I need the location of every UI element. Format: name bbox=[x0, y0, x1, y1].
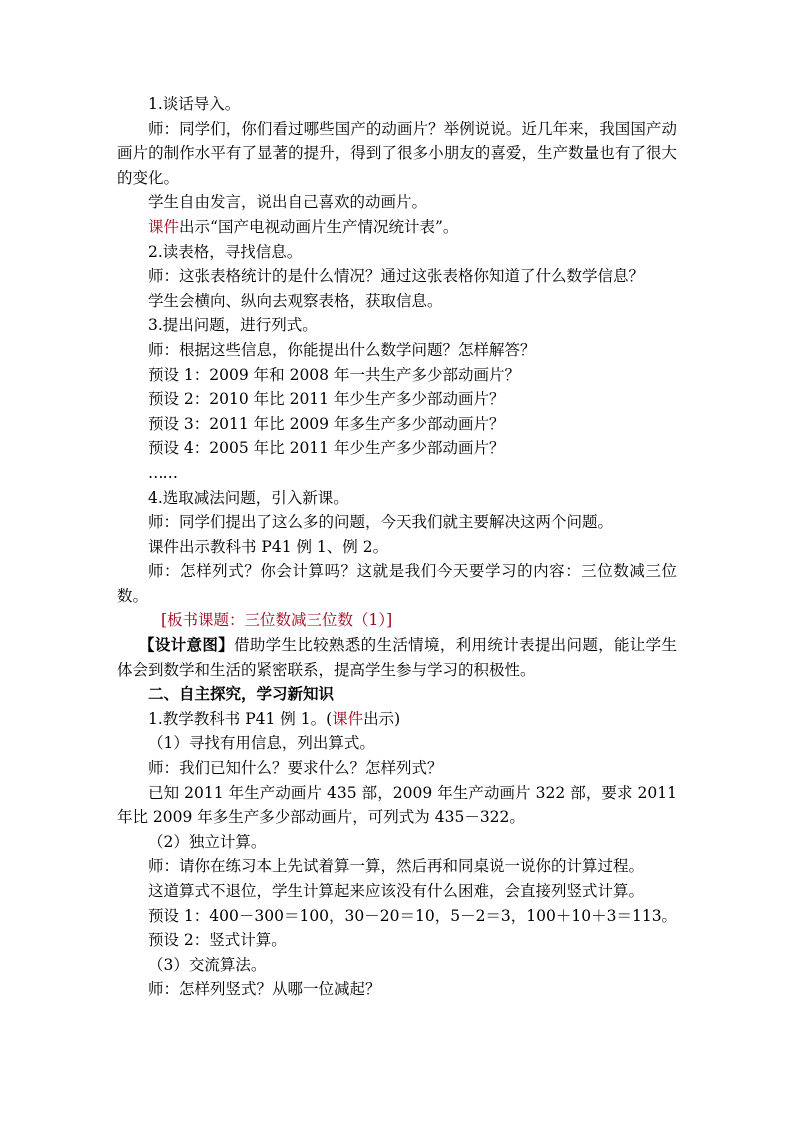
no-borrow-note: 这道算式不退位，学生计算起来应该没有什么困难，会直接列竖式计算。 bbox=[148, 882, 645, 900]
preset-2: 预设 2：2010 年比 2011 年少生产多少部动画片？ bbox=[148, 390, 505, 409]
teacher-vertical: 师：怎样列竖式？从哪一位减起？ bbox=[148, 980, 381, 999]
preset-3: 预设 3：2011 年比 2009 年多生产多少部动画片？ bbox=[148, 414, 505, 433]
step-1-heading: 1.谈话导入。 bbox=[148, 95, 241, 113]
design-intent-paragraph bbox=[117, 633, 677, 682]
preset-1: 预设 1：2009 年和 2008 年一共生产多少部动画片？ bbox=[148, 365, 520, 384]
step-2-heading: 2.读表格，寻找信息。 bbox=[148, 242, 303, 261]
teacher-question-table: 师：这张表格统计的是什么情况？通过这张表格你知道了什么数学信息？ bbox=[148, 267, 645, 286]
design-intent-text: 借助学生比较熟悉的生活情境，利用统计表提出问题，能让学生体会到数学和生活的紧密联系，提高学生参与学习的积极性。 bbox=[117, 636, 677, 679]
preset-4: 预设 4：2005 年比 2011 年少生产多少部动画片？ bbox=[148, 439, 505, 458]
teacher-solve-two: 师：同学们提出了这么多的问题，今天我们就主要解决这两个问题。 bbox=[148, 513, 614, 532]
courseware-line bbox=[117, 215, 677, 240]
teacher-question-problems: 师：根据这些信息，你能提出什么数学问题？怎样解答？ bbox=[148, 340, 536, 359]
example-1-courseware: 课件 bbox=[332, 709, 364, 728]
courseware-examples: 课件出示教科书 P41 例 1、例 2。 bbox=[148, 537, 389, 556]
student-observe: 学生会横向、纵向去观察表格，获取信息。 bbox=[148, 291, 443, 310]
step-4-heading: 4.选取减法问题，引入新课。 bbox=[148, 488, 349, 507]
design-intent-label: 【设计意图】 bbox=[139, 635, 234, 655]
section-2-heading: 二、自主探究，学习新知识 bbox=[148, 684, 335, 704]
preset-calc-1: 预设 1：400－300＝100，30－20＝10，5－2＝3，100＋10＋3＝113。 bbox=[148, 906, 678, 925]
document-page bbox=[117, 92, 677, 1002]
known-info-paragraph: 已知 2011 年生产动画片 435 部，2009 年生产动画片 322 部，要求 2011 年比 2009 年多生产多少部动画片，可列式为 435－322。 bbox=[117, 783, 677, 827]
courseware-text: 出示“国产电视动画片生产情况统计表”。 bbox=[179, 217, 459, 236]
substep-3: （3）交流算法。 bbox=[148, 955, 267, 974]
example-1-end: 出示) bbox=[363, 709, 401, 728]
ellipsis: …… bbox=[148, 463, 177, 482]
student-response: 学生自由发言，说出自己喜欢的动画片。 bbox=[148, 193, 428, 212]
example-1-text: 1.教学教科书 P41 例 1。( bbox=[148, 709, 333, 728]
board-title: [板书课题：三位数减三位数（1）] bbox=[161, 611, 393, 630]
preset-calc-2: 预设 2：竖式计算。 bbox=[148, 931, 287, 950]
teacher-intro-paragraph: 师：同学们，你们看过哪些国产的动画片？举例说说。近几年来，我国国产动画片的制作水平有了显著的提升，得到了很多小朋友的喜爱，生产数量也有了很大的变化。 bbox=[117, 119, 677, 187]
teacher-how-to-solve: 师：怎样列式？你会计算吗？这就是我们今天要学习的内容：三位数减三位数。 bbox=[117, 562, 677, 605]
substep-2: （2）独立计算。 bbox=[148, 832, 267, 851]
teacher-try: 师：请你在练习本上先试着算一算，然后再和同桌说一说你的计算过程。 bbox=[148, 857, 645, 876]
step-3-heading: 3.提出问题，进行列式。 bbox=[148, 316, 318, 335]
example-1-line bbox=[117, 707, 677, 732]
teacher-known: 师：我们已知什么？要求什么？怎样列式？ bbox=[148, 759, 443, 778]
substep-1: （1）寻找有用信息，列出算式。 bbox=[148, 734, 375, 753]
courseware-label: 课件 bbox=[148, 217, 180, 236]
